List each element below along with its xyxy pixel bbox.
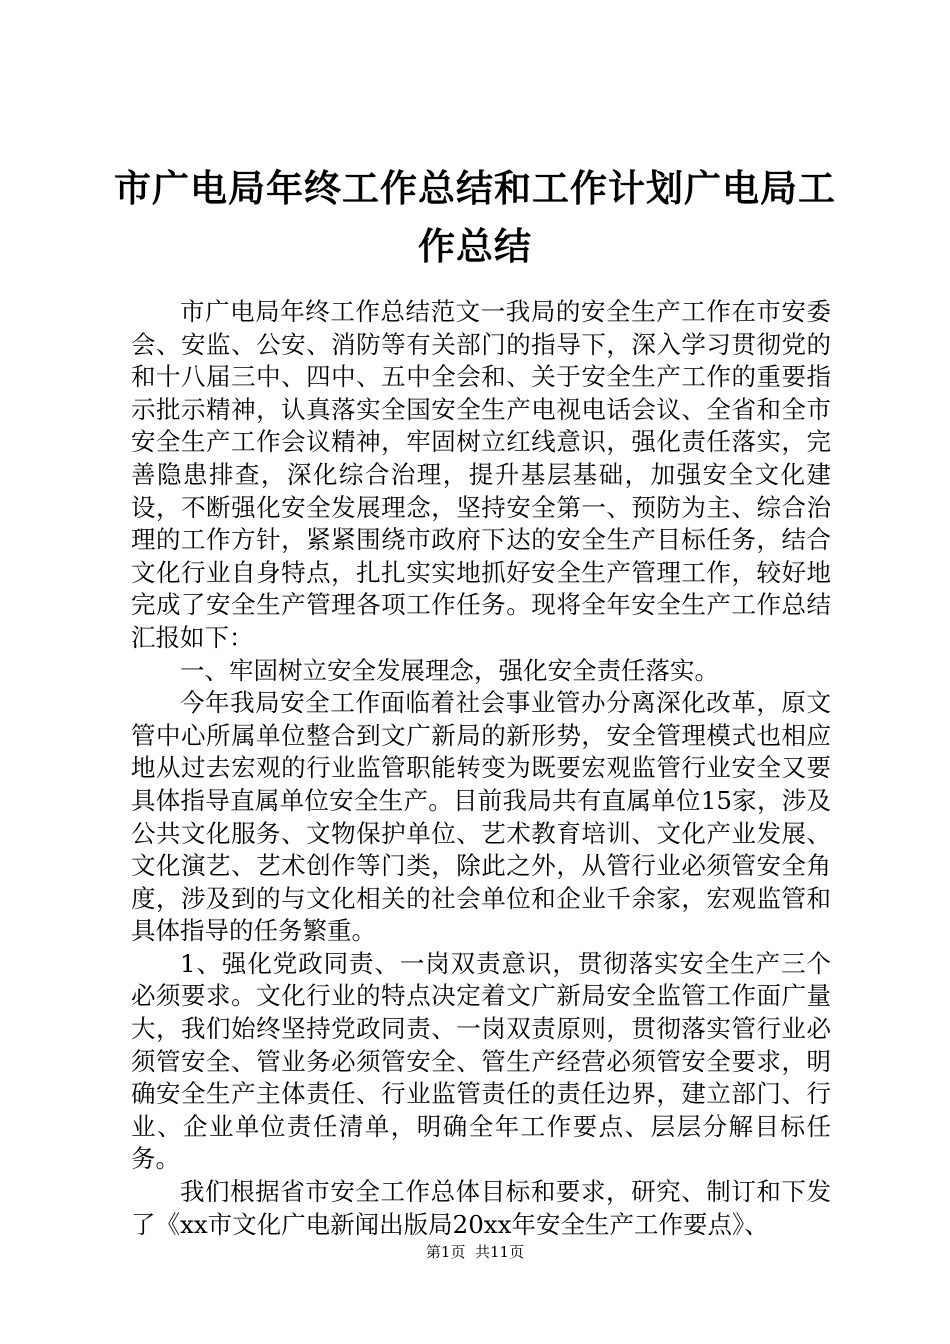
section-heading-1: 一、牢固树立安全发展理念，强化安全责任落实。: [180, 655, 719, 685]
paragraph-plan: 我们根据省市安全工作总体目标和要求，研究、制订和下发了《xx市文化广电新闻出版局20xx年安全生产工作要点》、: [131, 1177, 831, 1239]
page-footer: [0, 1242, 950, 1262]
document-title: 市广电局年终工作总结和工作计划广电局工作总结: [114, 167, 836, 268]
paragraph-intro: 市广电局年终工作总结范文一我局的安全生产工作在市安委会、安监、公安、消防等有关部门的指导下，深入学习贯彻党的和十八届三中、四中、五中全会和、关于安全生产工作的重要指示批示精神，认真落实全国安全生产电视电话会议、全省和全市安全生产工作会议精神，牢固树立红线意识，强化责任落实，完善隐患排查，深化综合治理，提升基层基础，加强安全文化建设，不断强化安全发展理念，坚持安全第一、预防为主、综合治理的工作方针，紧紧围绕市政府下达的安全生产目标任务，结合文化行业自身特点，扎扎实实地抓好安全生产管理工作，较好地完成了安全生产管理各项工作任务。现将全年安全生产工作总结汇报如下：: [131, 297, 831, 652]
page-number: 第1页 共11页: [425, 1243, 525, 1261]
paragraph-situation: 今年我局安全工作面临着社会事业管办分离深化改革，原文管中心所属单位整合到文广新局的新形势，安全管理模式也相应地从过去宏观的行业监管职能转变为既要宏观监管行业安全又要具体指导直属单位安全生产。目前我局共有直属单位15家，涉及公共文化服务、文物保护单位、艺术教育培训、文化产业发展、文化演艺、艺术创作等门类，除此之外，从管行业必须管安全角度，涉及到的与文化相关的社会单位和企业千余家，宏观监管和具体指导的任务繁重。: [131, 688, 831, 946]
paragraph-item-1: 1、强化党政同责、一岗双责意识，贯彻落实安全生产三个必须要求。文化行业的特点决定着文广新局安全监管工作面广量大，我们始终坚持党政同责、一岗双责原则，贯彻落实管行业必须管安全、管业务必须管安全、管生产经营必须管安全要求，明确安全生产主体责任、行业监管责任的责任边界，建立部门、行业、企业单位责任清单，明确全年工作要点、层层分解目标任务。: [131, 948, 831, 1174]
document-body: [131, 296, 831, 1241]
